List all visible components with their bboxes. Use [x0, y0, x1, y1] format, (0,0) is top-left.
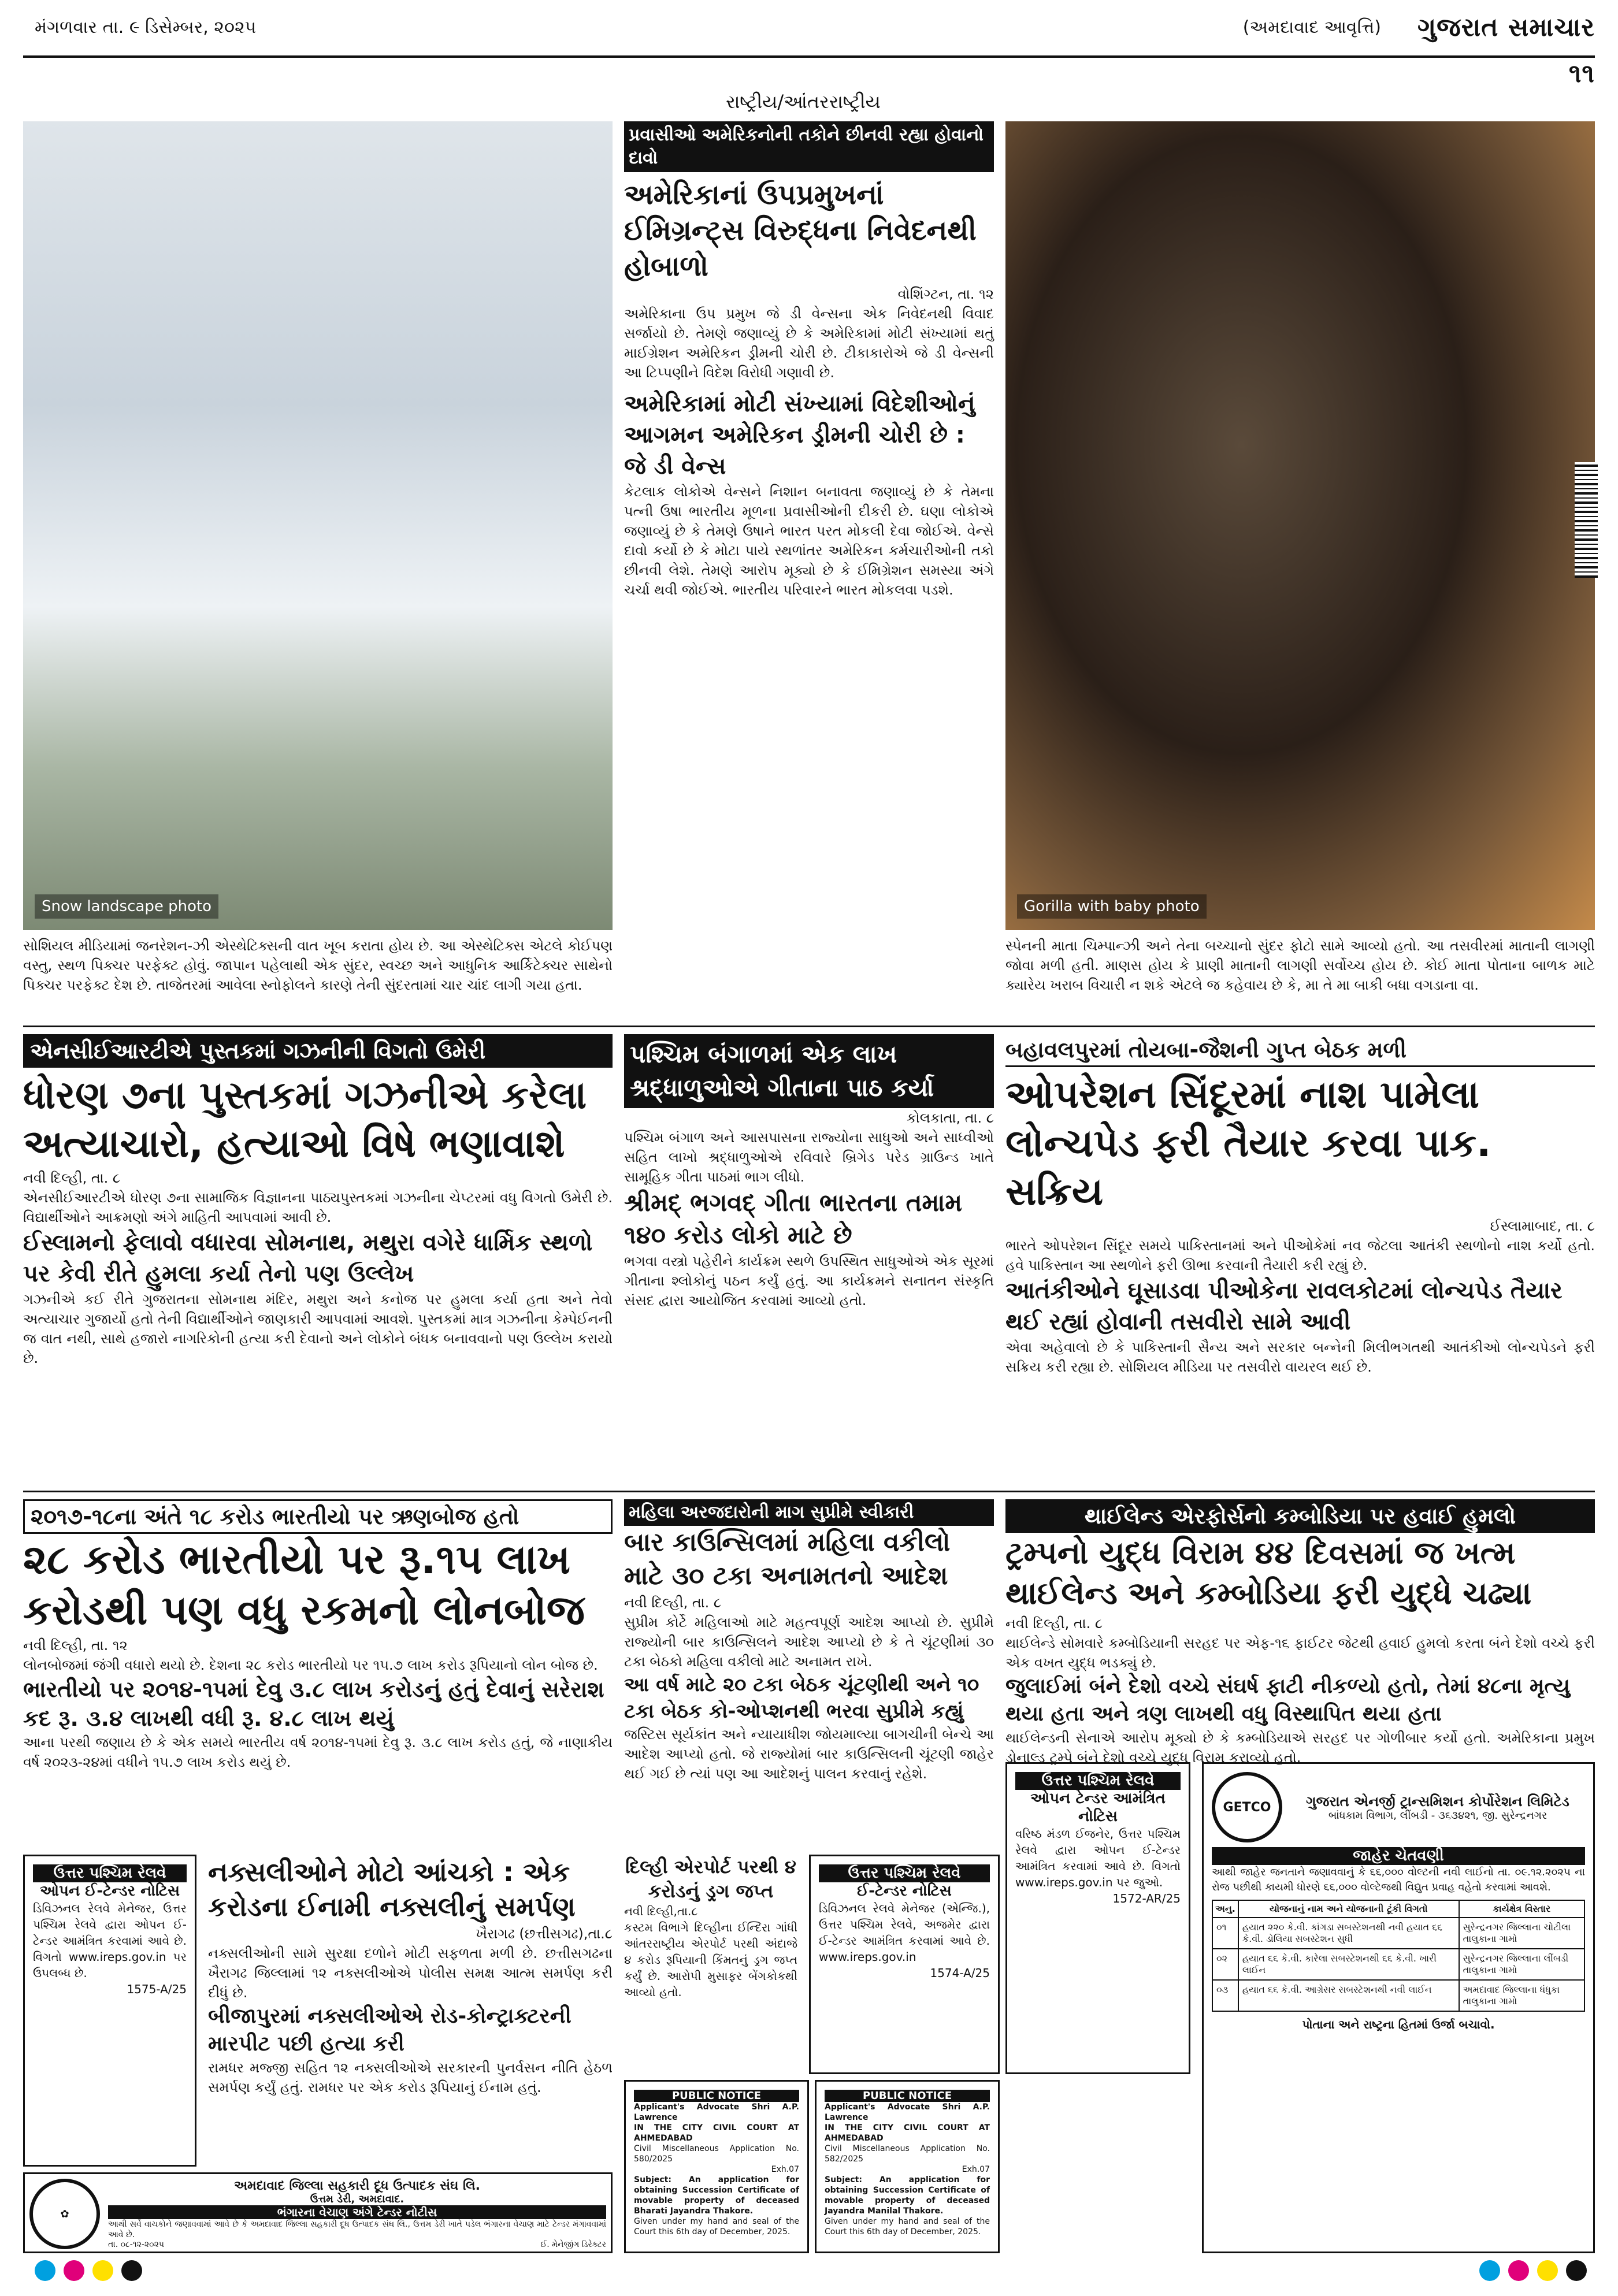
- table-row: [1212, 1949, 1584, 1980]
- notice-court-2-given: Given under my hand and seal of the Court this 6th day of December, 2025.: [825, 2217, 990, 2236]
- story-bengal-subhead: શ્રીમદ્ ભગવદ્ ગીતા ભારતના તમામ ૧૪૦ કરોડ લોકો માટે છે: [624, 1188, 963, 1249]
- barcode-right: [1575, 462, 1598, 578]
- notice-court-1: [624, 2080, 809, 2253]
- story-us-dateline: વોશિંગ્ટન, તા. ૧૨: [897, 286, 994, 302]
- gorilla-photo: [1005, 121, 1595, 930]
- edition-label: (અમદાવાદ આવૃત્તિ): [1242, 17, 1381, 38]
- story-bengal-dateline: કોલકાતા, તા. ૮: [906, 1110, 994, 1126]
- notice-rail-3: [1005, 1762, 1190, 2074]
- getco-cell: હયાત ૨૨૦ કે.વી. કાંગડા સબસ્ટેશનથી નવી હયાત ૬૬ કે.વી. ડોલિયા સબસ્ટેશન સુધી: [1238, 1918, 1459, 1949]
- getco-table-header: [1212, 1900, 1584, 1918]
- story-naxal-dateline: ખૈરાગઢ (છત્તીસગઢ),તા.૮: [476, 1926, 613, 1942]
- notice-court-1-advocate: Applicant's Advocate Shri A.P. Lawrence: [634, 2102, 799, 2122]
- notice-court-2-label: PUBLIC NOTICE: [825, 2090, 990, 2102]
- issue-date: મંગળવાર તા. ૯ ડિસેમ્બર, ૨૦૨૫: [35, 17, 257, 38]
- notice-rail-1: [23, 1855, 196, 2167]
- story-bar-subhead: આ વર્ષ માટે ૨૦ ટકા બેઠક ચૂંટણીથી અને ૧૦ ટકા બેઠક કો-ઓપ્શનથી ભરવા સુપ્રીમે કહ્યું: [624, 1673, 979, 1723]
- notice-rail-3-title: ઓપન ટેન્ડર આમંત્રિત નોટિસ: [1030, 1790, 1166, 1825]
- notice-court-1-given: Given under my hand and seal of the Court this 6th day of December, 2025.: [634, 2217, 799, 2236]
- notice-rail-2-title: ઈ-ટેન્ડર નોટિસ: [857, 1882, 952, 1900]
- notice-court-2: [815, 2080, 1000, 2253]
- notice-rail-1-body: ડિવિઝનલ રેલવે મેનેજર, ઉત્તર પશ્ચિમ રેલવે દ્વારા ઓપન ઈ-ટેન્ડર આમંત્રિત કરવામાં આવે છે. વિગતો www.ireps.gov.in પર ઉપલબ્ધ છે.: [33, 1901, 187, 1980]
- story-ncert: [23, 1034, 613, 1485]
- story-op-headline: ઓપરેશન સિંદૂરમાં નાશ પામેલા લોન્ચપેડ ફરી તૈયાર કરવા પાક. સક્રિય: [1005, 1072, 1491, 1214]
- notice-rail-2: [809, 1855, 1000, 2074]
- getco-col-header: યોજનાનું નામ અને યોજનાની ટૂંકી વિગતો: [1238, 1900, 1459, 1918]
- story-ncert-body2: ગઝનીએ કઈ રીતે ગુજરાતના સોમનાથ મંદિર, મથુરા અને કનોજ પર હુમલા કર્યા હતા અને તેવો અત્યાચાર ગુજાર્યો હતો તેની વિદ્યાર્થીઓને જાણકારી આપવામાં આવશે. પુસ્તકમાં માત્ર ગઝનીના કેમ્પેઈનની જ વાત નથી, સાથે હજારો નાગરિકોની હત્યા કરી દેવાનો અને લોકોને બંધક બનાવવાનો પણ ઉલ્લેખ કરાયો છે.: [23, 1291, 613, 1366]
- story-us-headline: અમેરિકાનાં ઉપપ્રમુખનાં ઈમિગ્રન્ટ્સ વિરુદ્ધના નિવેદનથી હોબાળો: [624, 179, 977, 283]
- notice-court-2-app: Civil Miscellaneous Application No. 582/2025: [825, 2144, 990, 2164]
- notice-rail-3-org: ઉત્તર પશ્ચિમ રેલવે: [1015, 1772, 1181, 1790]
- story-drugs: [624, 1855, 797, 2074]
- story-ncert-subhead: ઈસ્લામનો ફેલાવો વધારવા સોમનાથ, મથુરા વગેરે ધાર્મિક સ્થળો પર કેવી રીતે હુમલા કર્યા તેનો પણ ઉલ્લેખ: [23, 1229, 593, 1287]
- notice-rail-1-org: ઉત્તર પશ્ચિમ રેલવે: [33, 1864, 187, 1882]
- story-thai: [1005, 1499, 1595, 1766]
- rule-1: [23, 1026, 1595, 1027]
- magenta-dot: [64, 2260, 84, 2281]
- getco-table: [1212, 1900, 1585, 2012]
- notice-court-2-advocate: Applicant's Advocate Shri A.P. Lawrence: [825, 2102, 990, 2122]
- story-bar: [624, 1499, 994, 1846]
- story-ncert-kicker: એનસીઈઆરટીએ પુસ્તકમાં ગઝનીની વિગતો ઉમેરી: [23, 1034, 613, 1068]
- story-us-lead: અમેરિકાના ઉપ પ્રમુખ જે ડી વેન્સના એક નિવેદનથી વિવાદ સર્જાયો છે. તેમણે જણાવ્યું છે કે અમેરિકામાં મોટી સંખ્યામાં થતું માઈગ્રેશન અમેરિકન ડ્રીમની ચોરી છે. ટીકાકારોએ જે ડી વેન્સની આ ટિપ્પણીને વિદેશ વિરોધી ગણાવી છે.: [624, 306, 994, 381]
- notice-court-1-exh: Exh.07: [771, 2165, 799, 2174]
- color-registration-left: [35, 2260, 381, 2289]
- story-op-subhead: આતંકીઓને ઘૂસાડવા પીઓકેના રાવલકોટમાં લોન્ચપેડ તૈયાર થઈ રહ્યાં હોવાની તસવીરો સામે આવી: [1005, 1277, 1563, 1335]
- story-op-kicker: બહાવલપુરમાં તોયબા-જૈશની ગુપ્ત બેઠક મળી: [1005, 1034, 1595, 1067]
- notice-rail-1-title: ઓપન ઈ-ટેન્ડર નોટિસ: [39, 1882, 180, 1900]
- story-loan: [23, 1499, 613, 1846]
- getco-col-header: કાર્યક્ષેત્ર વિસ્તાર: [1459, 1900, 1584, 1918]
- cyan-dot: [35, 2260, 55, 2281]
- notice-getco-body: આથી જાહેર જનતાને જણાવવાનું કે ૬૬,૦૦૦ વોલ્ટની નવી લાઈનો તા. ૦૯.૧૨.૨૦૨૫ ના રોજ પછીથી કાયમી ધોરણે ૬૬,૦૦૦ વોલ્ટેજથી વિદ્યુત પ્રવાહ વહેતો કરવામાં આવશે.: [1212, 1866, 1585, 1893]
- story-loan-kicker: ૨૦૧૭-૧૮ના અંતે ૧૮ કરોડ ભારતીયો પર ઋણબોજ હતો: [23, 1499, 613, 1534]
- story-loan-body: આના પરથી જણાય છે કે એક સમયે ભારતીય વર્ષ ૨૦૧૪-૧૫માં દેવુ રૂ. ૩.૮ લાખ કરોડ હતું, જે નાણાકીય વર્ષ ૨૦૨૩-૨૪માં વધીને ૧૫.૭ લાખ કરોડ થયું છે.: [23, 1734, 613, 1770]
- story-us-subhead: અમેરિકામાં મોટી સંખ્યામાં વિદેશીઓનું આગમન અમેરિકન ડ્રીમની ચોરી છે : જે ડી વેન્સ: [624, 391, 975, 480]
- story-bengal-body: ભગવા વસ્ત્રો પહેરીને કાર્યક્રમ સ્થળે ઉપસ્થિત સાધુઓએ એક સૂરમાં ગીતાના શ્લોકોનું પઠન કર્યું હતું. આ કાર્યક્રમને સનાતન સંસ્કૃતિ સંસદ દ્વારા આયોજિત કરવામાં આવ્યો હતો.: [624, 1253, 994, 1309]
- getco-logo: GETCO: [1212, 1772, 1282, 1842]
- notice-court-2-subject: Subject: An application for obtaining Succession Certificate of movable property of deceased Jayandra Manilal Thakore.: [825, 2175, 990, 2216]
- story-thai-dateline: નવી દિલ્હી, તા. ૮: [1005, 1615, 1103, 1632]
- story-thai-subhead: જુલાઈમાં બંને દેશો વચ્ચે સંઘર્ષ ફાટી નીકળ્યો હતો, તેમાં ૪૮ના મૃત્યુ થયા હતા અને ત્રણ લાખથી વધુ વિસ્થાપિત થયા હતા: [1005, 1674, 1570, 1726]
- dairy-logo: [29, 2179, 100, 2249]
- notice-rail-2-org: ઉત્તર પશ્ચિમ રેલવે: [819, 1864, 990, 1882]
- dairy-logo-mark: ✿: [60, 2208, 69, 2220]
- getco-cell: ૦૨: [1212, 1949, 1238, 1980]
- getco-cell: હયાત ૬૬ કે.વી. આગ્રેસર સબસ્ટેશનથી નવી લાઈન: [1238, 1980, 1459, 2011]
- notice-court-1-subject: Subject: An application for obtaining Succession Certificate of movable property of deceased Bharati Jayandra Thakore.: [634, 2175, 799, 2216]
- getco-cell: સુરેન્દ્રનગર જિલ્લાના ચોટીલા તાલુકાના ગામો: [1459, 1918, 1584, 1949]
- story-drugs-dateline: નવી દિલ્હી,તા.૮: [624, 1904, 698, 1918]
- story-drugs-headline: દિલ્હી એરપોર્ટ પરથી ૪ કરોડનું ડ્રગ જપ્ત: [625, 1856, 796, 1902]
- story-loan-subhead: ભારતીયો પર ૨૦૧૪-૧૫માં દેવુ ૩.૮ લાખ કરોડનું હતું દેવાનું સરેરાશ કદ રૂ. ૩.૪ લાખથી વધી રૂ. ૪.૮ લાખ થયું: [23, 1677, 604, 1731]
- getco-cell: ૦૧: [1212, 1918, 1238, 1949]
- gorilla-photo-label: Gorilla with baby photo: [1017, 894, 1207, 919]
- getco-cell: અમદાવાદ જિલ્લાના ધંધુકા તાલુકાના ગામો: [1459, 1980, 1584, 2011]
- story-loan-lead: લોનબોજમાં જંગી વધારો થયો છે. દેશના ૨૮ કરોડ ભારતીયો પર ૧૫.૭ લાખ કરોડ રૂપિયાનો લોન બોજ છે.: [23, 1657, 598, 1673]
- snow-photo: [23, 121, 613, 930]
- story-naxal: [208, 1855, 613, 2167]
- notice-dairy-date: તા. ૦૮-૧૨-૨૦૨૫: [108, 2240, 164, 2249]
- story-op: [1005, 1034, 1595, 1485]
- notice-dairy-sign: ઈ. મેનેજીંગ ડિરેક્ટર: [540, 2240, 606, 2249]
- magenta-dot: [1508, 2260, 1529, 2281]
- story-thai-body: થાઈલેન્ડની સેનાએ આરોપ મૂક્યો છે કે કમ્બોડિયાએ સરહદ પર ગોળીબાર કર્યો હતો. અમેરિકાના પ્રમુખ ડોનાલ્ડ ટ્રમ્પે બંને દેશો વચ્ચે યુદ્ધ વિરામ કરાવ્યો હતો.: [1005, 1730, 1595, 1766]
- notice-rail-2-body: ડિવિઝનલ રેલવે મેનેજર (એન્જિ.), ઉત્તર પશ્ચિમ રેલવે, અજમેર દ્વારા ઈ-ટેન્ડર આમંત્રિત કરવામાં આવે છે. www.ireps.gov.in: [819, 1901, 990, 1964]
- notice-court-1-label: PUBLIC NOTICE: [634, 2090, 799, 2102]
- notice-court-2-exh: Exh.07: [962, 2165, 990, 2174]
- story-drugs-body: કસ્ટમ વિભાગે દિલ્હીના ઈન્દિરા ગાંધી આંતરરાષ્ટ્રીય એરપોર્ટ પરથી અંદાજે ૪ કરોડ રૂપિયાની કિંમતનું ડ્રગ જપ્ત કર્યું છે. આરોપી મુસાફર બેંગકોકથી આવ્યો હતો.: [624, 1920, 797, 1999]
- story-op-lead: ભારતે ઓપરેશન સિંદૂર સમયે પાકિસ્તાનમાં અને પીઓકેમાં નવ જેટલા આતંકી સ્થળોનો નાશ કર્યો હતો. હવે પાકિસ્તાન આ સ્થળોને ફરી ઊભા કરવાની તૈયારી કરી રહ્યું છે.: [1005, 1238, 1595, 1273]
- story-bar-lead: સુપ્રીમ કોર્ટે મહિલાઓ માટે મહત્વપૂર્ણ આદેશ આપ્યો છે. સુપ્રીમે રાજ્યોની બાર કાઉન્સિલને આદેશ આપ્યો છે કે તે ચૂંટણીમાં ૩૦ ટકા બેઠકો મહિલા વકીલો માટે અનામત રાખે.: [624, 1614, 994, 1670]
- story-bengal: [624, 1034, 994, 1485]
- notice-getco-org: ગુજરાત એનર્જી ટ્રાન્સમિશન કોર્પોરેશન લિમિટેડ: [1306, 1793, 1569, 1810]
- story-bar-body: જસ્ટિસ સૂર્યકાંત અને ન્યાયાધીશ જોયમાલ્યા બાગચીની બેન્ચે આ આદેશ આપ્યો હતો. જે રાજ્યોમાં બાર કાઉન્સિલની ચૂંટણી જાહેર થઈ ગઈ છે ત્યાં પણ આ આદેશનું પાલન કરવાનું રહેશે.: [624, 1726, 994, 1782]
- notice-getco-title: જાહેર ચેતવણી: [1212, 1847, 1585, 1865]
- black-dot: [121, 2260, 142, 2281]
- notice-rail-2-footer: 1574-A/25: [930, 1966, 990, 1980]
- rule-2: [23, 1491, 1595, 1492]
- notice-dairy-sub: ઉત્તમ ડેરી, અમદાવાદ.: [310, 2193, 404, 2205]
- getco-cell: ૦૩: [1212, 1980, 1238, 2011]
- story-ncert-dateline: નવી દિલ્હી, તા. ૮: [23, 1170, 121, 1186]
- story-bar-headline: બાર કાઉન્સિલમાં મહિલા વકીલો માટે ૩૦ ટકા અનામતનો આદેશ: [624, 1528, 951, 1591]
- notice-getco-sub: બાંધકામ વિભાગ, લીંબડી - ૩૬૩૪૨૧, જી. સુરેન્દ્રનગર: [1328, 1809, 1548, 1822]
- gorilla-caption: સ્પેનની માતા ચિમ્પાન્ઝી અને તેના બચ્ચાનો સુંદર ફોટો સામે આવ્યો હતો. આ તસવીરમાં માતાની લાગણી જોવા મળી હતી. માણસ હોય કે પ્રાણી માતાની લાગણી સર્વોચ્ચ હોય છે. કોઈ માતા પોતાના બાળક માટે ક્યારેય ખરાબ વિચારી ન શકે એટલે જ કહેવાય છે કે, મા તે મા બાકી બધા વગડાના વા.: [1005, 938, 1595, 993]
- table-row: [1212, 1918, 1584, 1949]
- section-title: રાષ્ટ્રીય/આંતરરાષ્ટ્રીય: [726, 91, 881, 113]
- story-thai-kicker: થાઈલેન્ડ એરફોર્સનો કમ્બોડિયા પર હવાઈ હુમલો: [1005, 1499, 1595, 1533]
- notice-dairy-title: ભંગારના વેચાણ અંગે ટેન્ડર નોટીસ: [108, 2205, 606, 2219]
- snow-caption: સોશિયલ મીડિયામાં જનરેશન-ઝી એસ્થેટિક્સની વાત ખૂબ કરાતા હોય છે. આ એસ્થેટિક્સ એટલે કોઈપણ વસ્તુ, સ્થળ પિક્ચર પરફેક્ટ હોવું. જાપાન પહેલાથી એક સુંદર, સ્વચ્છ અને આધુનિક આર્કિટેક્ચર સાથેનો પિક્ચર પરફેક્ટ દેશ છે. તાજેતરમાં આવેલા સ્નોફોલને કારણે તેની સુંદરતામાં ચાર ચાંદ લાગી ગયા હતા.: [23, 938, 613, 993]
- story-loan-dateline: નવી દિલ્હી, તા. ૧૨: [23, 1637, 128, 1654]
- getco-cell: સુરેન્દ્રનગર જિલ્લાના લીંબડી તાલુકાના ગામો: [1459, 1949, 1584, 1980]
- story-bengal-kicker: પશ્ચિમ બંગાળમાં એક લાખ શ્રદ્ધાળુઓએ ગીતાના પાઠ કર્યા: [624, 1034, 994, 1108]
- notice-getco: [1202, 1762, 1595, 2253]
- story-ncert-body1: એનસીઈઆરટીએ ધોરણ ૭ના સામાજિક વિજ્ઞાનના પાઠ્યપુસ્તકમાં ગઝનીના ચેપ્ટરમાં વધુ વિગતો ઉમેરી છે. વિદ્યાર્થીઓને આક્રમણો અંગે માહિતી આપવામાં આવી છે.: [23, 1190, 613, 1225]
- cyan-dot: [1479, 2260, 1500, 2281]
- notice-dairy: [23, 2172, 613, 2253]
- header-rule: [23, 55, 1595, 58]
- story-naxal-headline: નક્સલીઓને મોટો આંચકો : એક કરોડના ઈનામી નક્સલીનું સમર્પણ: [208, 1856, 576, 1922]
- notice-dairy-body: આથી સર્વે વાચકોને જણાવવામાં આવે છે કે અમદાવાદ જિલ્લા સહકારી દૂધ ઉત્પાદક સંઘ લિ., ઉત્તમ ડેરી ખાતે પડેલ ભંગારના વેચાણ માટે ટેન્ડર મંગાવવામાં આવે છે.: [108, 2220, 606, 2239]
- story-naxal-subhead: બીજાપુરમાં નક્સલીઓએ રોડ-કોન્ટ્રાક્ટરની મારપીટ પછી હત્યા કરી: [208, 2004, 572, 2056]
- getco-table-body: [1212, 1918, 1584, 2011]
- snow-photo-label: Snow landscape photo: [35, 894, 218, 919]
- story-op-dateline: ઈસ્લામાબાદ, તા. ૮: [1490, 1218, 1595, 1234]
- story-naxal-lead: નક્સલીઓની સામે સુરક્ષા દળોને મોટી સફળતા મળી છે. છત્તીસગઢના ખૈરાગઢ જિલ્લામાં ૧૨ નક્સલીઓએ પોલીસ સમક્ષ આત્મ સમર્પણ કરી દીધું છે.: [208, 1945, 613, 2001]
- story-bengal-lead: પશ્ચિમ બંગાળ અને આસપાસના રાજ્યોના સાધુઓ અને સાધ્વીઓ સહિત લાખો શ્રદ્ધાળુઓએ રવિવારે બ્રિગેડ પરેડ ગ્રાઉન્ડ ખાતે સામૂહિક ગીતા પાઠમાં ભાગ લીધો.: [624, 1130, 994, 1185]
- yellow-dot: [92, 2260, 113, 2281]
- notice-rail-3-body: વરિષ્ઠ મંડળ ઈજનેર, ઉત્તર પશ્ચિમ રેલવે દ્વારા ઓપન ઈ-ટેન્ડર આમંત્રિત કરવામાં આવે છે. વિગતો www.ireps.gov.in પર જુઓ.: [1015, 1827, 1181, 1889]
- story-us: [624, 121, 994, 988]
- story-op-body: એવા અહેવાલો છે કે પાકિસ્તાની સૈન્ય અને સરકાર બન્નેની મિલીભગતથી આતંકીઓ લોન્ચપેડને ફરી સક્રિય કરી રહ્યા છે. સોશિયલ મીડિયા પર તસવીરો વાયરલ થઈ છે.: [1005, 1339, 1595, 1375]
- notice-dairy-org: અમદાવાદ જિલ્લા સહકારી દૂધ ઉત્પાદક સંઘ લિ.: [233, 2179, 481, 2193]
- notice-court-1-court: IN THE CITY CIVIL COURT AT AHMEDABAD: [634, 2123, 799, 2143]
- story-loan-headline: ૨૮ કરોડ ભારતીયો પર રૂ.૧૫ લાખ કરોડથી પણ વધુ રકમનો લોનબોજ: [23, 1536, 585, 1634]
- yellow-dot: [1537, 2260, 1558, 2281]
- story-us-kicker: પ્રવાસીઓ અમેરિકનોની તકોને છીનવી રહ્યા હોવાનો દાવો: [624, 121, 994, 172]
- story-us-body: કેટલાક લોકોએ વેન્સને નિશાન બનાવતા જણાવ્યું છે કે તેમના પત્ની ઉષા ભારતીય મૂળના પ્રવાસીઓની દીકરી છે. ઘણા લોકોએ જણાવ્યું છે કે તેમણે ઉષાને ભારત પરત મોકલી દેવા જોઈએ. વેન્સે દાવો કર્યો છે કે મોટા પાયે સ્થળાંતર અમેરિકન કર્મચારીઓની તકો છીનવી લેશે. તેમણે આરોપ મૂક્યો છે કે ઈમિગ્રેશન સમસ્યા અંગે ચર્ચા થવી જોઈએ. ભારતીય પરિવારને ભારત મોકલવા પડશે.: [624, 484, 994, 598]
- black-dot: [1566, 2260, 1587, 2281]
- getco-cell: હયાત ૬૬ કે.વી. કારેલા સબસ્ટેશનથી ૬૬ કે.વી. ખારી લાઈન: [1238, 1949, 1459, 1980]
- notice-court-1-app: Civil Miscellaneous Application No. 580/2025: [634, 2144, 799, 2164]
- masthead: ગુજરાત સમાચાર ૧૧: [1417, 13, 1595, 88]
- story-ncert-headline: ધોરણ ૭ના પુસ્તકમાં ગઝનીએ કરેલા અત્યાચારો, હત્યાઓ વિષે ભણાવાશે: [23, 1073, 587, 1166]
- color-registration-right: [1387, 2260, 1595, 2289]
- notice-court-2-court: IN THE CITY CIVIL COURT AT AHMEDABAD: [825, 2123, 990, 2143]
- notice-rail-1-footer: 1575-A/25: [127, 1982, 187, 1996]
- notice-getco-footer: પોતાના અને રાષ્ટ્રના હિતમાં ઉર્જા બચાવો.: [1302, 2018, 1495, 2031]
- story-bar-dateline: નવી દિલ્હી, તા. ૮: [624, 1595, 722, 1611]
- story-naxal-body: રામધર મજ્જી સહિત ૧૨ નક્સલીઓએ સરકારની પુનર્વસન નીતિ હેઠળ સમર્પણ કર્યું હતું. રામધર પર એક કરોડ રૂપિયાનું ઈનામ હતું.: [208, 2060, 613, 2096]
- story-thai-headline: ટ્રમ્પનો યુદ્ધ વિરામ ૪૪ દિવસમાં જ ખત્મ થાઈલેન્ડ અને કમ્બોડિયા ફરી યુદ્ધે ચઢ્યા: [1005, 1535, 1532, 1611]
- notice-rail-3-footer: 1572-AR/25: [1112, 1892, 1181, 1905]
- getco-col-header: અનુ.: [1212, 1900, 1238, 1918]
- table-row: [1212, 1980, 1584, 2011]
- story-thai-lead: થાઈલેન્ડે સોમવારે કમ્બોડિયાની સરહદ પર એફ-૧૬ ફાઈટર જેટથી હવાઈ હુમલો કરતા બંને દેશો વચ્ચે ફરી એક વખત યુદ્ધ ભડક્યું છે.: [1005, 1635, 1595, 1671]
- story-bar-kicker: મહિલા અરજદારોની માગ સુપ્રીમે સ્વીકારી: [624, 1499, 994, 1526]
